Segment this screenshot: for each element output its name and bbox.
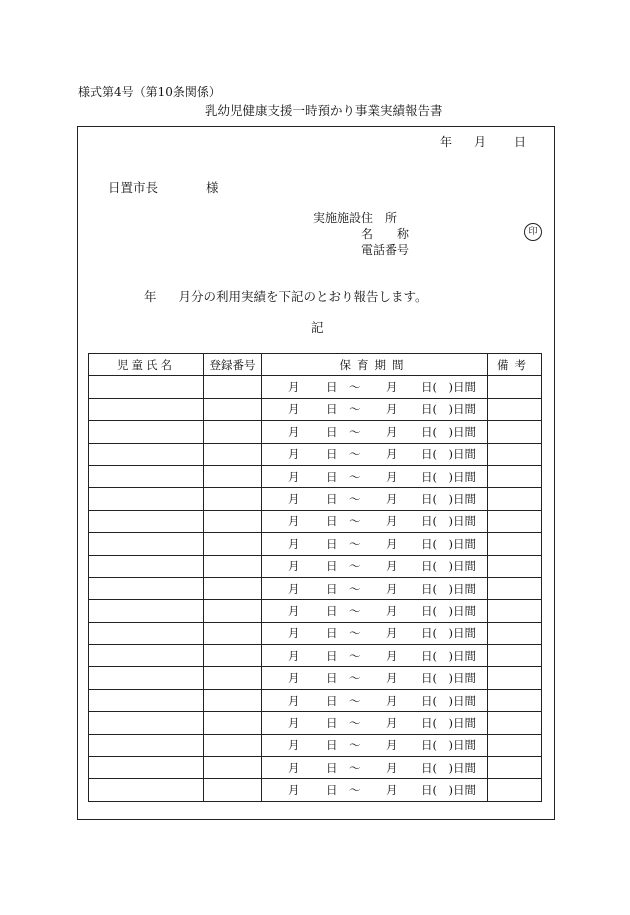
table-row [89,533,542,555]
care-period-cell[interactable] [262,488,488,510]
table-row [89,645,542,667]
care-period-cell[interactable] [262,667,488,689]
child-name-cell[interactable] [89,645,204,667]
period-month-from: 月 [288,715,300,730]
care-period-cell[interactable] [262,421,488,443]
period-month-to: 月 [386,447,398,462]
seal-mark: 印 [524,223,542,241]
period-month-to: 月 [386,671,398,686]
table-body [89,376,542,801]
remarks-cell[interactable] [488,465,542,487]
period-month-to: 月 [386,402,398,417]
period-day-to: 日( )日間 [421,424,476,439]
period-day-from: 日 [326,581,338,596]
table-row [89,734,542,756]
table-row [89,622,542,644]
header-remarks: 備考 [488,354,542,376]
child-name-cell[interactable] [89,510,204,532]
period-month-from: 月 [288,671,300,686]
care-period-cell[interactable] [262,555,488,577]
child-name-cell[interactable] [89,622,204,644]
care-period-cell[interactable] [262,779,488,801]
care-period-cell[interactable] [262,712,488,734]
child-name-cell[interactable] [89,533,204,555]
remarks-cell[interactable] [488,622,542,644]
period-tilde: 〜 [349,402,361,417]
table-row [89,398,542,420]
period-month-to: 月 [386,492,398,507]
table-row [89,757,542,779]
child-name-cell[interactable] [89,488,204,510]
child-name-cell[interactable] [89,398,204,420]
period-month-from: 月 [288,536,300,551]
period-day-to: 日( )日間 [421,380,476,395]
period-day-from: 日 [326,424,338,439]
care-period-cell[interactable] [262,622,488,644]
remarks-cell[interactable] [488,734,542,756]
period-day-from: 日 [326,536,338,551]
table-row [89,443,542,465]
period-month-from: 月 [288,738,300,753]
period-day-to: 日( )日間 [421,469,476,484]
period-day-from: 日 [326,693,338,708]
period-day-to: 日( )日間 [421,447,476,462]
period-month-to: 月 [386,648,398,663]
remarks-cell[interactable] [488,555,542,577]
period-day-from: 日 [326,559,338,574]
period-month-to: 月 [386,783,398,798]
remarks-cell[interactable] [488,376,542,398]
period-day-from: 日 [326,380,338,395]
registration-number-cell[interactable] [204,757,262,779]
period-tilde: 〜 [349,738,361,753]
period-day-to: 日( )日間 [421,603,476,618]
period-tilde: 〜 [349,559,361,574]
period-month-from: 月 [288,559,300,574]
header-child-name: 児童氏名 [89,354,204,376]
remarks-cell[interactable] [488,689,542,711]
report-text: 月分の利用実績を下記のとおり報告します。 [178,289,428,304]
child-name-cell[interactable] [89,757,204,779]
remarks-cell[interactable] [488,600,542,622]
period-month-from: 月 [288,783,300,798]
registration-number-cell[interactable] [204,465,262,487]
period-month-to: 月 [386,469,398,484]
registration-number-cell[interactable] [204,645,262,667]
period-month-from: 月 [288,581,300,596]
care-period-cell[interactable] [262,398,488,420]
date-day-label: 日 [514,135,527,149]
care-period-cell[interactable] [262,510,488,532]
registration-number-cell[interactable] [204,421,262,443]
care-period-cell[interactable] [262,465,488,487]
period-tilde: 〜 [349,514,361,529]
period-day-to: 日( )日間 [421,626,476,641]
report-year-label: 年 [144,289,157,304]
period-month-from: 月 [288,626,300,641]
registration-number-cell[interactable] [204,734,262,756]
remarks-cell[interactable] [488,779,542,801]
period-tilde: 〜 [349,671,361,686]
registration-number-cell[interactable] [204,622,262,644]
report-statement [144,287,428,305]
period-day-from: 日 [326,514,338,529]
remarks-cell[interactable] [488,645,542,667]
period-tilde: 〜 [349,581,361,596]
period-month-to: 月 [386,760,398,775]
period-day-from: 日 [326,492,338,507]
remarks-cell[interactable] [488,533,542,555]
period-month-from: 月 [288,693,300,708]
recipient [108,178,219,196]
remarks-cell[interactable] [488,667,542,689]
period-day-to: 日( )日間 [421,760,476,775]
child-name-cell[interactable] [89,779,204,801]
period-tilde: 〜 [349,648,361,663]
care-period-cell[interactable] [262,443,488,465]
period-month-from: 月 [288,603,300,618]
child-name-cell[interactable] [89,555,204,577]
registration-number-cell[interactable] [204,689,262,711]
remarks-cell[interactable] [488,757,542,779]
period-month-from: 月 [288,447,300,462]
period-day-from: 日 [326,715,338,730]
period-month-from: 月 [288,648,300,663]
registration-number-cell[interactable] [204,376,262,398]
registration-number-cell[interactable] [204,600,262,622]
period-month-to: 月 [386,603,398,618]
registration-number-cell[interactable] [204,510,262,532]
care-period-cell[interactable] [262,645,488,667]
period-day-from: 日 [326,469,338,484]
remarks-cell[interactable] [488,443,542,465]
remarks-cell[interactable] [488,510,542,532]
period-day-to: 日( )日間 [421,693,476,708]
period-day-to: 日( )日間 [421,492,476,507]
remarks-cell[interactable] [488,421,542,443]
period-month-to: 月 [386,559,398,574]
registration-number-cell[interactable] [204,533,262,555]
table-row [89,600,542,622]
child-name-cell[interactable] [89,689,204,711]
period-day-from: 日 [326,648,338,663]
period-day-from: 日 [326,760,338,775]
table-row [89,488,542,510]
period-day-to: 日( )日間 [421,536,476,551]
table-row [89,510,542,532]
period-month-from: 月 [288,514,300,529]
period-month-from: 月 [288,424,300,439]
period-tilde: 〜 [349,783,361,798]
period-day-to: 日( )日間 [421,738,476,753]
care-period-cell[interactable] [262,689,488,711]
recipient-name: 日置市長 [108,180,159,195]
table-row [89,667,542,689]
date-month-label: 月 [474,135,487,149]
remarks-cell[interactable] [488,488,542,510]
table-row [89,376,542,398]
period-month-from: 月 [288,469,300,484]
facility-name-label: 名 称 [361,227,410,241]
child-name-cell[interactable] [89,443,204,465]
document-title: 乳幼児健康支援一時預かり事業実績報告書 [205,103,443,118]
facility-phone-label: 電話番号 [361,243,410,257]
usage-table [88,353,542,802]
period-tilde: 〜 [349,693,361,708]
child-name-cell[interactable] [89,600,204,622]
period-day-to: 日( )日間 [421,783,476,798]
period-month-to: 月 [386,424,398,439]
care-period-cell[interactable] [262,600,488,622]
recipient-suffix: 様 [206,180,219,195]
period-tilde: 〜 [349,492,361,507]
period-month-to: 月 [386,514,398,529]
period-month-to: 月 [386,536,398,551]
care-period-cell[interactable] [262,577,488,599]
child-name-cell[interactable] [89,712,204,734]
period-month-to: 月 [386,581,398,596]
child-name-cell[interactable] [89,376,204,398]
child-name-cell[interactable] [89,667,204,689]
remarks-cell[interactable] [488,577,542,599]
child-name-cell[interactable] [89,421,204,443]
table-row [89,779,542,801]
period-tilde: 〜 [349,447,361,462]
period-month-from: 月 [288,492,300,507]
period-tilde: 〜 [349,715,361,730]
period-month-to: 月 [386,693,398,708]
remarks-cell[interactable] [488,398,542,420]
period-month-from: 月 [288,380,300,395]
period-day-to: 日( )日間 [421,581,476,596]
period-tilde: 〜 [349,469,361,484]
period-day-to: 日( )日間 [421,559,476,574]
period-month-to: 月 [386,715,398,730]
period-tilde: 〜 [349,626,361,641]
period-day-from: 日 [326,671,338,686]
care-period-cell[interactable] [262,376,488,398]
period-day-from: 日 [326,402,338,417]
table-row [89,465,542,487]
ki-heading: 記 [311,320,324,335]
period-tilde: 〜 [349,536,361,551]
registration-number-cell[interactable] [204,398,262,420]
table-row [89,689,542,711]
period-month-to: 月 [386,380,398,395]
child-name-cell[interactable] [89,577,204,599]
period-month-from: 月 [288,760,300,775]
registration-number-cell[interactable] [204,443,262,465]
period-day-to: 日( )日間 [421,671,476,686]
care-period-cell[interactable] [262,533,488,555]
period-month-to: 月 [386,738,398,753]
registration-number-cell[interactable] [204,667,262,689]
form-number: 様式第4号（第10条関係） [78,85,221,99]
period-tilde: 〜 [349,603,361,618]
facility-address-label: 実施施設住 所 [313,211,398,225]
period-day-to: 日( )日間 [421,715,476,730]
period-month-from: 月 [288,402,300,417]
registration-number-cell[interactable] [204,712,262,734]
table-header-row [89,354,542,376]
period-day-from: 日 [326,626,338,641]
period-day-from: 日 [326,603,338,618]
period-day-from: 日 [326,783,338,798]
header-registration-number: 登録番号 [204,354,262,376]
care-period-cell[interactable] [262,734,488,756]
period-day-to: 日( )日間 [421,514,476,529]
period-day-to: 日( )日間 [421,402,476,417]
period-tilde: 〜 [349,424,361,439]
period-tilde: 〜 [349,380,361,395]
registration-number-cell[interactable] [204,488,262,510]
child-name-cell[interactable] [89,465,204,487]
period-month-to: 月 [386,626,398,641]
registration-number-cell[interactable] [204,577,262,599]
period-day-from: 日 [326,447,338,462]
registration-number-cell[interactable] [204,555,262,577]
child-name-cell[interactable] [89,734,204,756]
period-day-to: 日( )日間 [421,648,476,663]
period-tilde: 〜 [349,760,361,775]
date-year-label: 年 [440,135,453,149]
remarks-cell[interactable] [488,712,542,734]
period-day-from: 日 [326,738,338,753]
table-row [89,555,542,577]
header-care-period: 保育期間 [262,354,488,376]
date-line [440,133,526,150]
care-period-cell[interactable] [262,757,488,779]
table-row [89,577,542,599]
table-row [89,712,542,734]
registration-number-cell[interactable] [204,779,262,801]
table-row [89,421,542,443]
